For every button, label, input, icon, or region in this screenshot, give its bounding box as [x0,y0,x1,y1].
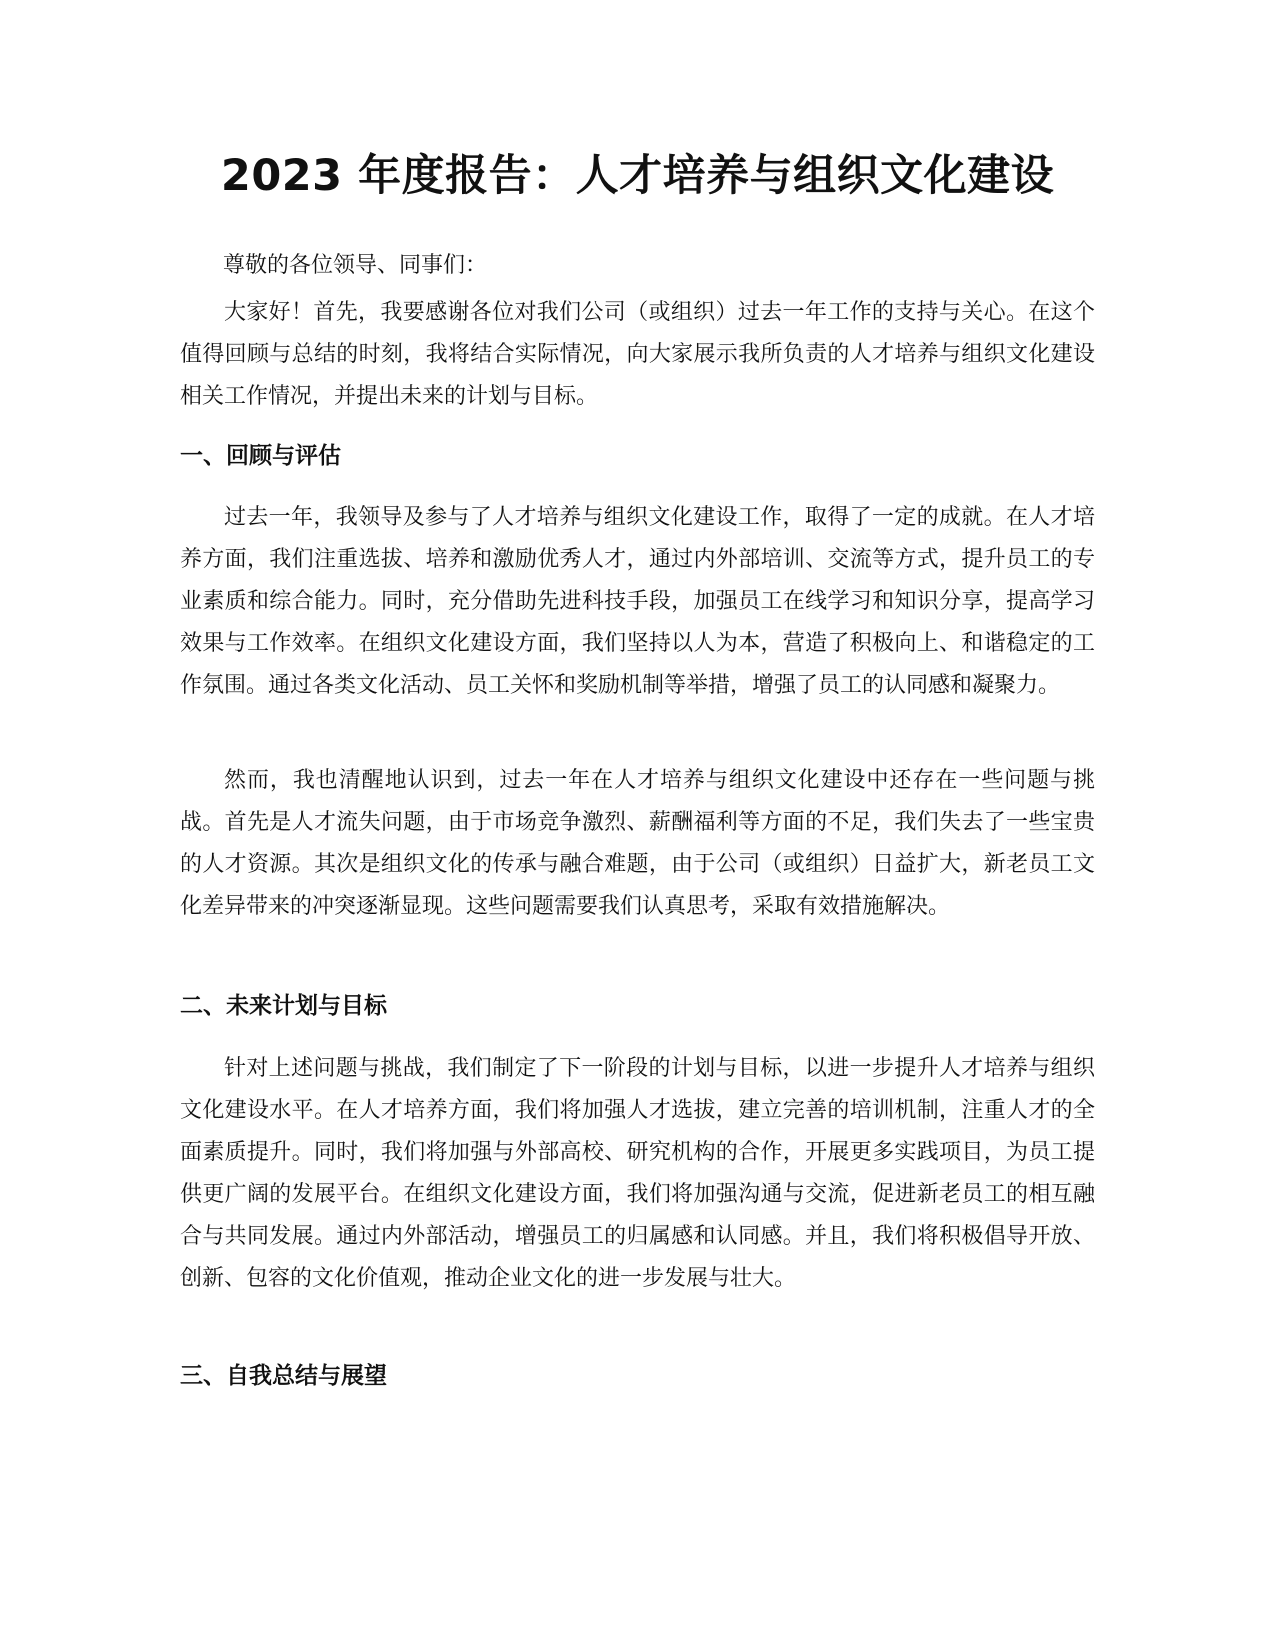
section-heading-plan: 二、未来计划与目标 [180,993,387,1019]
section-heading-review: 一、回顾与评估 [180,443,341,469]
review-paragraph-1: 过去一年，我领导及参与了人才培养与组织文化建设工作，取得了一定的成就。在人才培养方面，我们注重选拔、培养和激励优秀人才，通过内外部培训、交流等方式，提升员工的专业素质和综合能力。同时，充分借助先进科技手段，加强员工在线学习和知识分享，提高学习效果与工作效率。在组织文化建设方面，我们坚持以人为本，营造了积极向上、和谐稳定的工作氛围。通过各类文化活动、员工关怀和奖励机制等举措，增强了员工的认同感和凝聚力。 [180,505,1095,698]
intro-paragraph: 大家好！首先，我要感谢各位对我们公司（或组织）过去一年工作的支持与关心。在这个值得回顾与总结的时刻，我将结合实际情况，向大家展示我所负责的人才培养与组织文化建设相关工作情况，并提出未来的计划与目标。 [180,300,1095,409]
document-title: 2023 年度报告：人才培养与组织文化建设 [220,151,1055,201]
salutation: 尊敬的各位领导、同事们： [223,253,488,278]
section-heading-summary: 三、自我总结与展望 [180,1363,387,1389]
review-paragraph-2: 然而，我也清醒地认识到，过去一年在人才培养与组织文化建设中还存在一些问题与挑战。首先是人才流失问题，由于市场竞争激烈、薪酬福利等方面的不足，我们失去了一些宝贵的人才资源。其次是组织文化的传承与融合难题，由于公司（或组织）日益扩大，新老员工文化差异带来的冲突逐渐显现。这些问题需要我们认真思考，采取有效措施解决。 [180,768,1095,919]
plan-paragraph-1: 针对上述问题与挑战，我们制定了下一阶段的计划与目标，以进一步提升人才培养与组织文化建设水平。在人才培养方面，我们将加强人才选拔，建立完善的培训机制，注重人才的全面素质提升。同时，我们将加强与外部高校、研究机构的合作，开展更多实践项目，为员工提供更广阔的发展平台。在组织文化建设方面，我们将加强沟通与交流，促进新老员工的相互融合与共同发展。通过内外部活动，增强员工的归属感和认同感。并且，我们将积极倡导开放、创新、包容的文化价值观，推动企业文化的进一步发展与壮大。 [180,1056,1095,1291]
